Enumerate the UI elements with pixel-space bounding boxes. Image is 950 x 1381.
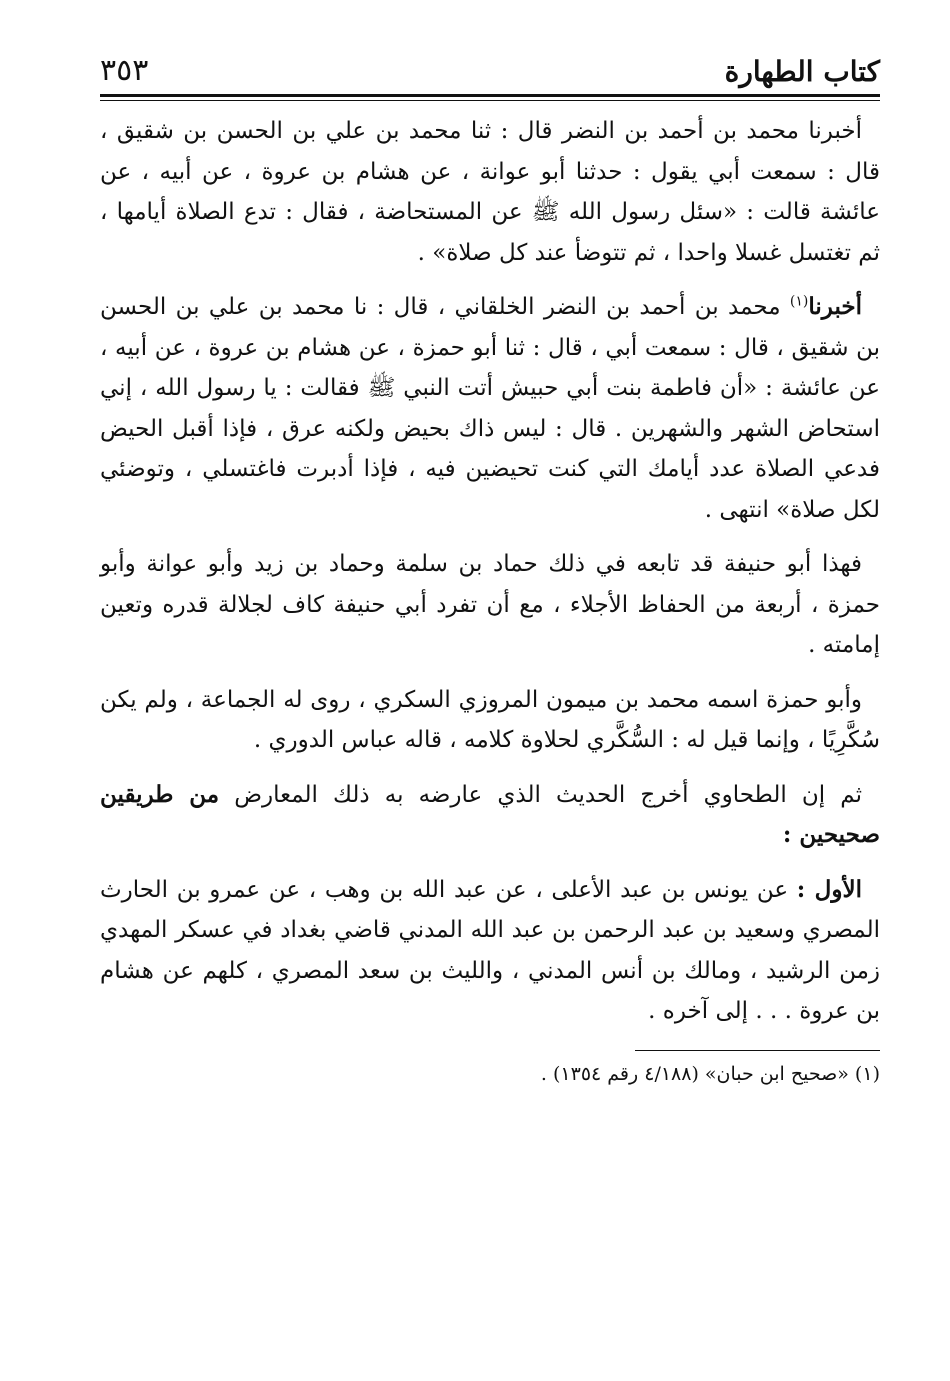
paragraph-6-lead: الأول : xyxy=(796,875,862,903)
paragraph-5-bold: من طريقين صحيحين : xyxy=(100,780,880,848)
page-number: ٣٥٣ xyxy=(100,53,149,88)
paragraph-6-text: عن يونس بن عبد الأعلى ، عن عبد الله بن وهب ، عن عمرو بن الحارث المصري وسعيد بن عبد الرحمن بن عبد الله المدني قاضي بغداد في عسكر المهدي زمن الرشيد ، ومالك بن أنس المدني ، والليث بن سعد المصري ، كلهم عن هشام بن عروة . . . إلى آخره . xyxy=(100,876,880,1024)
paragraph-3: فهذا أبو حنيفة قد تابعه في ذلك حماد بن سلمة وحماد بن زيد وأبو عوانة وأبو حمزة ، أربعة من الحفاظ الأجلاء ، مع أن تفرد أبي حنيفة كاف لجلالة قدره وتعين إمامته . xyxy=(100,551,880,658)
paragraph-1: أخبرنا محمد بن أحمد بن النضر قال : ثنا محمد بن علي بن الحسن بن شقيق ، قال : سمعت أبي يقول : حدثنا أبو عوانة ، عن هشام بن عروة ، عن أبيه ، عن عائشة قالت : «سئل رسول الله ﷺ عن المستحاضة ، فقال : تدع الصلاة أيامها ، ثم تغتسل غسلا واحدا ، ثم تتوضأ عند كل صلاة» . xyxy=(100,118,880,266)
footnote: (١) «صحيح ابن حبان» (٤/١٨٨ رقم ١٣٥٤) . xyxy=(540,1062,880,1085)
book-title: كتاب الطهارة xyxy=(724,55,880,88)
page xyxy=(100,40,880,1089)
paragraph-5-text: ثم إن الطحاوي أخرج الحديث الذي عارضه به ذلك المعارض xyxy=(219,781,862,808)
paragraph-2 xyxy=(100,287,880,530)
paragraph-4: وأبو حمزة اسمه محمد بن ميمون المروزي السكري ، روى له الجماعة ، ولم يكن سُكَّرِيًا ، وإنما قيل له : السُّكَّري لحلاوة كلامه ، قاله عباس الدوري . xyxy=(100,686,880,753)
footnote-rule xyxy=(635,1050,880,1051)
footnote-reference: (١) xyxy=(789,293,809,310)
header-rule-thick xyxy=(100,94,880,97)
paragraph-2-lead: أخبرنا xyxy=(808,293,862,320)
header-rule-thin xyxy=(100,100,880,101)
body-text xyxy=(100,111,880,1032)
paragraph-6 xyxy=(100,870,880,1032)
paragraph-5 xyxy=(100,775,880,856)
paragraph-2-text: محمد بن أحمد بن النضر الخلقاني ، قال : نا محمد بن علي بن الحسن بن شقيق ، قال : سمعت أبي ، قال : ثنا أبو حمزة ، عن هشام بن عروة ، عن أبيه ، عن عائشة : «أن فاطمة بنت أبي حبيش أتت النبي ﷺ فقالت : يا رسول الله ، إني استحاض الشهر والشهرين . قال : ليس ذاك بحيض ولكنه عرق ، فإذا أقبل الحيض فدعي الصلاة عدد أيامك التي كنت تحيضين فيه ، فإذا أدبرت فاغتسلي ، وتوضئي لكل صلاة» انتهى . xyxy=(100,294,880,523)
page-header xyxy=(100,40,880,86)
